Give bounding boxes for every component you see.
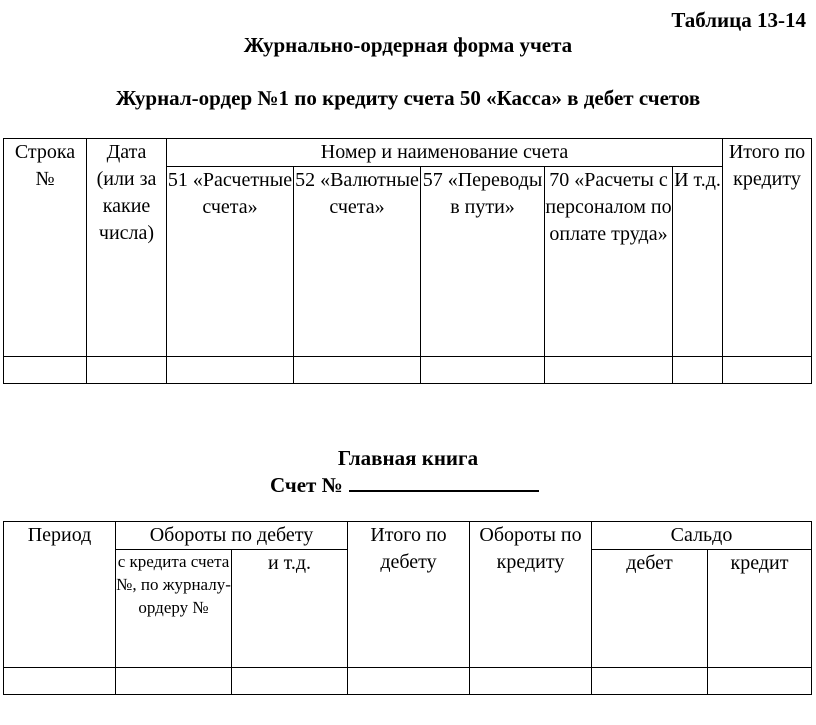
table-number: Таблица 13-14	[671, 8, 806, 32]
header-debit-turnover: Обороты по дебету	[116, 522, 348, 550]
cell	[470, 668, 592, 695]
cell	[232, 668, 348, 695]
header-accounts-group: Номер и наименование счета	[167, 139, 723, 167]
cell	[708, 668, 812, 695]
cell	[294, 357, 421, 384]
header-etc: И т.д.	[673, 167, 723, 357]
header-etc: и т.д.	[232, 550, 348, 668]
header-period: Период	[4, 522, 116, 668]
cell	[116, 668, 232, 695]
journal-title: Журнал-ордер №1 по кредиту счета 50 «Касса» в дебет счетов	[115, 86, 701, 110]
ledger-account	[270, 472, 539, 498]
account-number-blank	[349, 472, 539, 492]
table-row	[4, 668, 812, 695]
header-balance-credit: кредит	[708, 550, 812, 668]
cell	[592, 668, 708, 695]
header-account-57: 57 «Переводы в пути»	[421, 167, 545, 357]
general-ledger-table	[3, 521, 812, 695]
cell	[723, 357, 812, 384]
header-account-51: 51 «Расчетные счета»	[167, 167, 294, 357]
cell	[421, 357, 545, 384]
ledger-title: Главная книга	[337, 446, 479, 470]
cell	[87, 357, 167, 384]
cell	[4, 668, 116, 695]
journal-order-table	[3, 138, 812, 384]
header-total-credit: Итого по кредиту	[723, 139, 812, 357]
header-credit-turnover: Обороты по кредиту	[470, 522, 592, 668]
header-from-credit: с кредита счета №, по журналу-ордеру №	[116, 550, 232, 668]
cell	[4, 357, 87, 384]
header-balance-debit: дебет	[592, 550, 708, 668]
header-debit-total: Итого по дебету	[348, 522, 470, 668]
header-date: Дата (или за какие числа)	[87, 139, 167, 357]
ledger-account-label: Счет №	[270, 473, 343, 497]
cell	[348, 668, 470, 695]
header-row-number: Строка №	[4, 139, 87, 357]
cell	[167, 357, 294, 384]
form-title: Журнально-ордерная форма учета	[243, 33, 573, 57]
table-row	[4, 357, 812, 384]
header-balance: Сальдо	[592, 522, 812, 550]
header-account-70: 70 «Расчеты с персоналом по оплате труда»	[545, 167, 673, 357]
header-account-52: 52 «Валютные счета»	[294, 167, 421, 357]
cell	[673, 357, 723, 384]
cell	[545, 357, 673, 384]
